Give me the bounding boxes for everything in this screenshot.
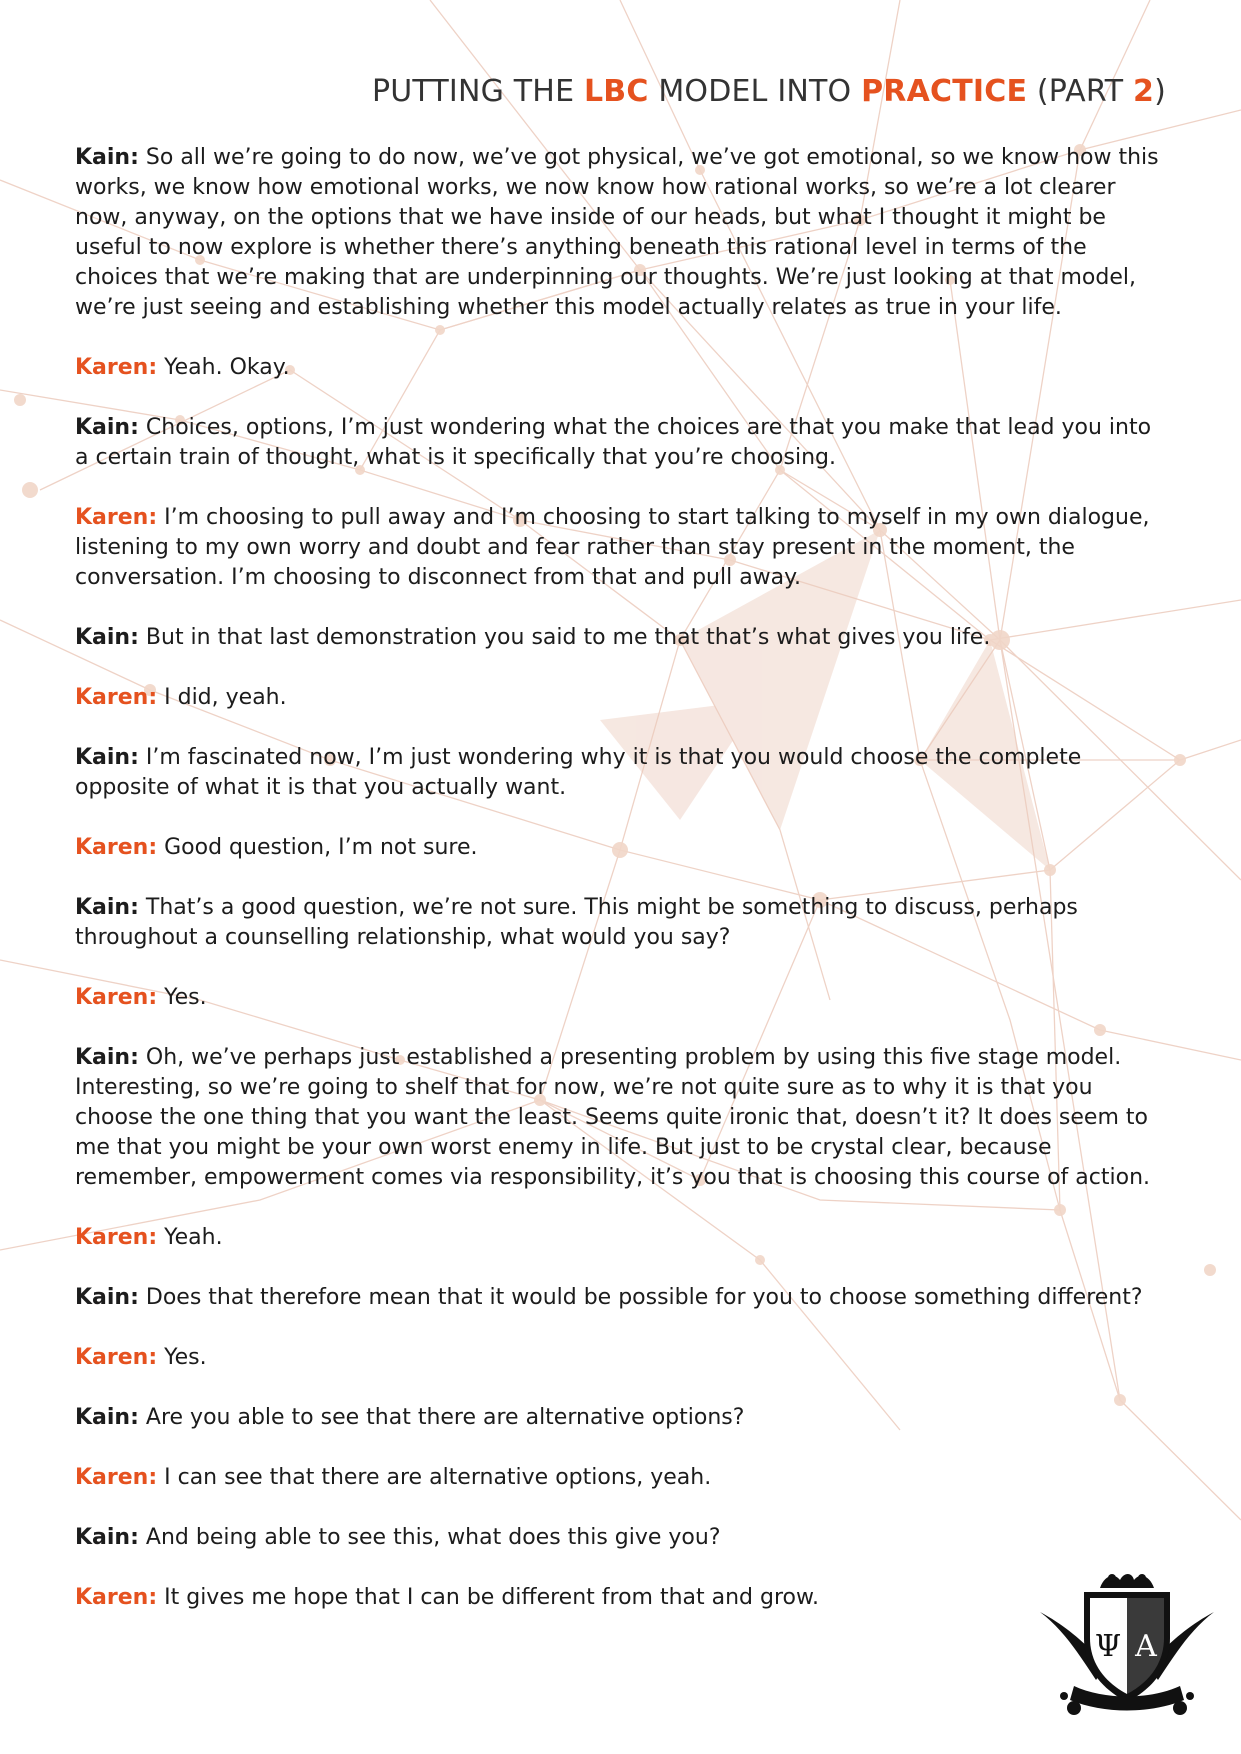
title-text: ) <box>1154 74 1166 109</box>
transcript-turn <box>75 1523 1170 1553</box>
speaker-label: Karen: <box>75 1225 158 1250</box>
title-text: MODEL INTO <box>648 74 862 109</box>
speaker-label: Kain: <box>75 745 139 770</box>
transcript-turn <box>75 1043 1170 1193</box>
transcript-turn <box>75 743 1170 803</box>
title-accent-number: 2 <box>1133 74 1155 109</box>
speaker-label: Kain: <box>75 415 139 440</box>
transcript-turn <box>75 143 1170 323</box>
logo-letter-a: A <box>1135 1629 1157 1664</box>
turn-text: Does that therefore mean that it would be possible for you to choose something different? <box>145 1285 1143 1310</box>
speaker-label: Kain: <box>75 145 139 170</box>
turn-text: I can see that there are alternative options, yeah. <box>164 1465 712 1490</box>
turn-text: And being able to see this, what does this give you? <box>145 1525 721 1550</box>
transcript-turn <box>75 1283 1170 1313</box>
title-accent-practice: PRACTICE <box>861 74 1028 109</box>
transcript-turn <box>75 503 1170 593</box>
turn-text: Choices, options, I’m just wondering what the choices are that you make that lead you into a certain train of thought, what is it specifically that you’re choosing. <box>75 415 1152 470</box>
transcript-turn <box>75 893 1170 953</box>
speaker-label: Karen: <box>75 685 158 710</box>
turn-text: So all we’re going to do now, we’ve got physical, we’ve got emotional, so we know how this works, we know how emotional works, we now know how rational works, so we’re a lot clearer now, anyway, on the options that we have inside of our heads, but what I thought it might be useful to now explore is whether there’s anything beneath this rational level in terms of the choices that we’re making that are underpinning our thoughts. We’re just looking at that model, we’re just seeing and establishing whether this model actually relates as true in your life. <box>75 145 1159 320</box>
turn-text: Yes. <box>164 985 207 1010</box>
transcript-turn <box>75 1343 1170 1373</box>
transcript-turn <box>75 623 1170 653</box>
turn-text: Oh, we’ve perhaps just established a presenting problem by using this five stage model. Interesting, so we’re going to shelf that for now, we’re not quite sure as to why it is that you choose the one thing that you want the least. Seems quite ironic that, doesn’t it? It does seem to me that you might be your own worst enemy in life. But just to be crystal clear, because remember, empowerment comes via responsibility, it’s you that is choosing this course of action. <box>75 1045 1151 1190</box>
transcript-turn <box>75 833 1170 863</box>
speaker-label: Kain: <box>75 625 139 650</box>
speaker-label: Kain: <box>75 895 139 920</box>
transcript-turn <box>75 683 1170 713</box>
transcript <box>75 143 1170 1643</box>
turn-text: Good question, I’m not sure. <box>164 835 478 860</box>
speaker-label: Karen: <box>75 505 158 530</box>
turn-text: I’m choosing to pull away and I’m choosing to start talking to myself in my own dialogue, listening to my own worry and doubt and fear rather than stay present in the moment, the conversation. I’m choosing to disconnect from that and pull away. <box>75 505 1150 590</box>
title-text: PUTTING THE <box>371 74 584 109</box>
transcript-turn <box>75 1463 1170 1493</box>
page-title <box>372 74 1166 109</box>
turn-text: Yeah. Okay. <box>164 355 290 380</box>
transcript-turn <box>75 413 1170 473</box>
turn-text: But in that last demonstration you said to me that that’s what gives you life. <box>145 625 991 650</box>
speaker-label: Kain: <box>75 1405 139 1430</box>
turn-text: Yes. <box>164 1345 207 1370</box>
speaker-label: Karen: <box>75 985 158 1010</box>
speaker-label: Kain: <box>75 1045 139 1070</box>
speaker-label: Karen: <box>75 1465 158 1490</box>
speaker-label: Karen: <box>75 835 158 860</box>
speaker-label: Kain: <box>75 1285 139 1310</box>
speaker-label: Karen: <box>75 1345 158 1370</box>
transcript-turn <box>75 1403 1170 1433</box>
speaker-label: Karen: <box>75 355 158 380</box>
title-accent-lbc: LBC <box>583 74 649 109</box>
logo-letter-psi: Ψ <box>1094 1629 1122 1664</box>
transcript-turn <box>75 983 1170 1013</box>
turn-text: I’m fascinated now, I’m just wondering why it is that you would choose the complete opposite of what it is that you actually want. <box>75 745 1082 800</box>
transcript-turn <box>75 1583 1170 1613</box>
crest-logo-icon <box>1034 1568 1220 1724</box>
title-text: (PART <box>1027 74 1134 109</box>
speaker-label: Kain: <box>75 1525 139 1550</box>
turn-text: That’s a good question, we’re not sure. This might be something to discuss, perhaps throughout a counselling relationship, what would you say? <box>75 895 1078 950</box>
turn-text: It gives me hope that I can be different from that and grow. <box>164 1585 819 1610</box>
turn-text: I did, yeah. <box>164 685 287 710</box>
turn-text: Yeah. <box>164 1225 223 1250</box>
turn-text: Are you able to see that there are alternative options? <box>145 1405 745 1430</box>
transcript-turn <box>75 1223 1170 1253</box>
speaker-label: Karen: <box>75 1585 158 1610</box>
transcript-turn <box>75 353 1170 383</box>
